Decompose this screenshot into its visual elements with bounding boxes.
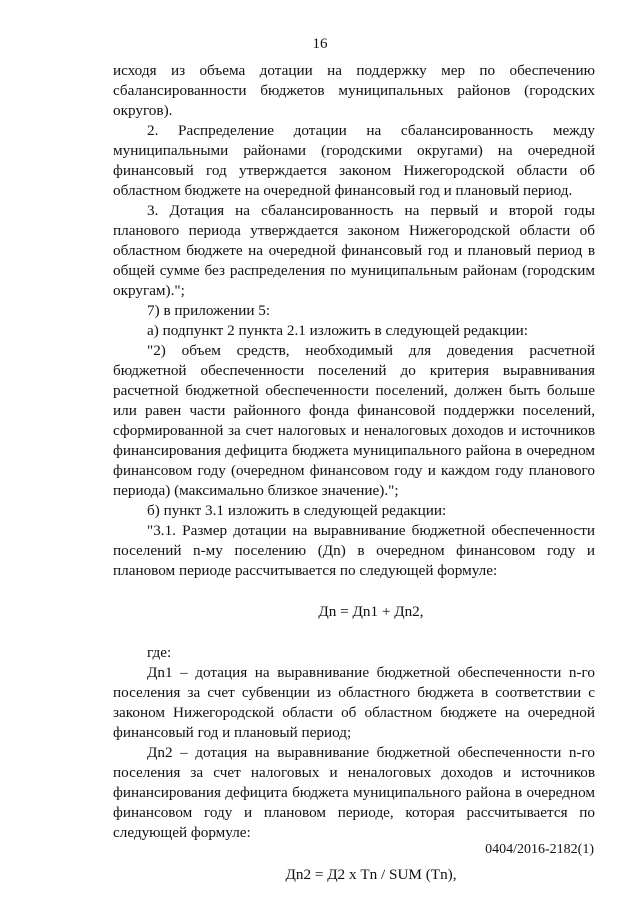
document-code: 0404/2016-2182(1) <box>485 842 594 857</box>
paragraph-subitem-b: б) пункт 3.1 изложить в следующей редакции: <box>147 502 447 519</box>
paragraph-amendment-2: "2) объем средств, необходимый для доведения расчетной бюджетной обеспеченности поселений до критерия выравнивания расчетной бюджетной обеспеченности поселений, должен быть больше или равен части районного фонда финансовой поддержки поселений, сформированной за счет налоговых и неналоговых доходов и источников финансирования дефицита бюджета муниципального района в очередном финансовом году (очередном финансовом году и каждом году планового периода) (максимально близкое значение)."; <box>113 342 595 499</box>
paragraph-continuation: исходя из объема дотации на поддержку мер по обеспечению сбалансированности бюджетов муниципальных районов (городских округов). <box>113 62 595 119</box>
paragraph-where: где: <box>147 644 172 661</box>
paragraph-item-2: 2. Распределение дотации на сбалансированность между муниципальными районами (городскими округами) на очередной финансовый год утверждается законом Нижегородской области об областном бюджете на очередной финансовый год и плановый период. <box>113 122 595 199</box>
paragraph-item-3: 3. Дотация на сбалансированность на первый и второй годы планового периода утверждается законом Нижегородской области об областном бюджете на очередной финансовый год и плановый период в общей сумме без распределения по муниципальным районам (городским округам)."; <box>113 202 595 299</box>
document-body <box>113 61 595 885</box>
paragraph-definition-dn2: Дn2 – дотация на выравнивание бюджетной обеспеченности n-го поселения за счет налоговых и неналоговых доходов и источников финансирования дефицита бюджета муниципального района в очередном финансовом году и плановом периоде, которая рассчитывается по следующей формуле: <box>113 744 595 841</box>
page-number: 16 <box>312 36 328 52</box>
paragraph-amendment-3-1: "3.1. Размер дотации на выравнивание бюджетной обеспеченности поселений n-му поселению (Дn) в очередном финансовом году и плановом периоде рассчитывается по следующей формуле: <box>113 522 595 579</box>
paragraph-subitem-a: а) подпункт 2 пункта 2.1 изложить в следующей редакции: <box>147 322 528 339</box>
formula-dn2: Дn2 = Д2 x Тn / SUM (Тn), <box>285 866 457 883</box>
formula-total-subsidy: Дn = Дn1 + Дn2, <box>318 603 424 620</box>
paragraph-appendix-5: 7) в приложении 5: <box>147 302 271 319</box>
paragraph-definition-dn1: Дn1 – дотация на выравнивание бюджетной обеспеченности n-го поселения за счет субвенции из областного бюджета в соответствии с законом Нижегородской области об областном бюджете на очередной финансовый год и плановый период; <box>113 664 595 741</box>
